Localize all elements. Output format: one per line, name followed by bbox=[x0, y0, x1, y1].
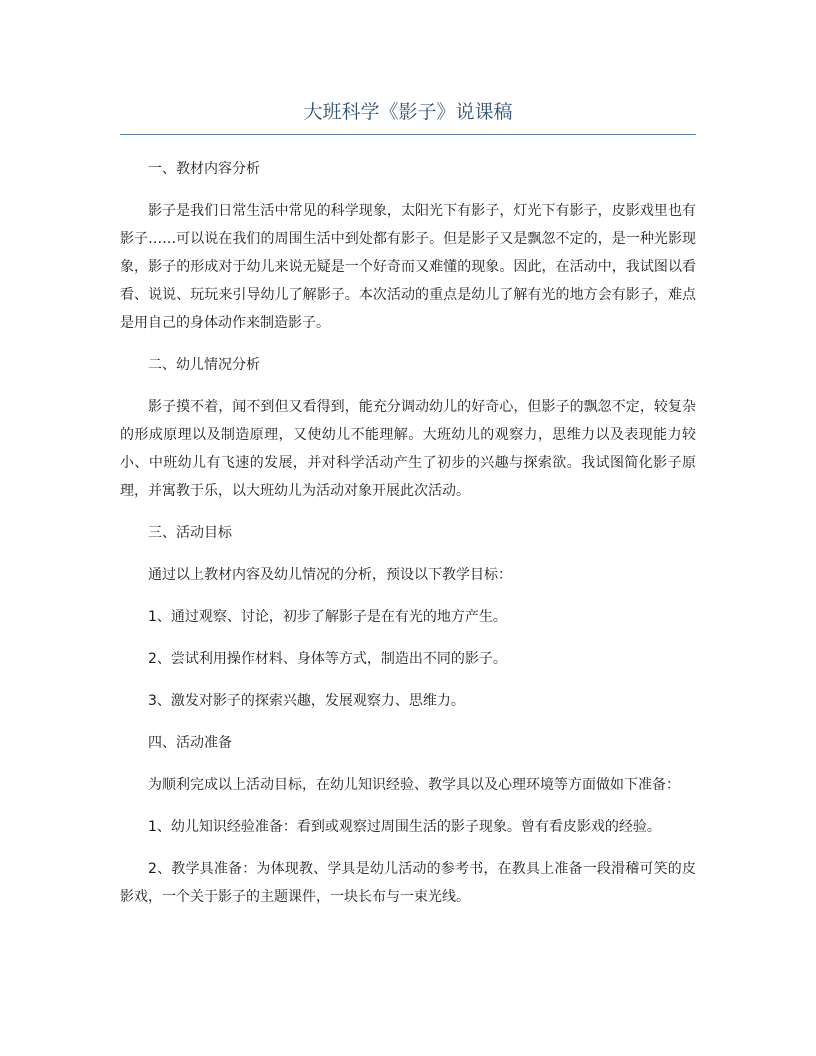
paragraph-preparation-intro: 为顺利完成以上活动目标，在幼儿知识经验、教学具以及心理环境等方面做如下准备： bbox=[148, 777, 680, 793]
title-divider bbox=[120, 134, 696, 135]
section-heading-activity-preparation: 四、活动准备 bbox=[148, 735, 232, 751]
document-body bbox=[120, 155, 696, 925]
paragraph-children-analysis: 影子摸不着，闻不到但又看得到，能充分调动幼儿的好奇心，但影子的飘忽不定，较复杂的形成原理以及制造原理，又使幼儿不能理解。大班幼儿的观察力，思维力以及表现能力较小、中班幼儿有飞速的发展，并对科学活动产生了初步的兴趣与探索欲。我试图简化影子原理，并寓教于乐，以大班幼儿为活动对象开展此次活动。 bbox=[120, 399, 696, 499]
section-heading-children-analysis: 二、幼儿情况分析 bbox=[148, 357, 260, 373]
paragraph-textbook-analysis: 影子是我们日常生活中常见的科学现象，太阳光下有影子，灯光下有影子，皮影戏里也有影子……可以说在我们的周围生活中到处都有影子。但是影子又是飘忽不定的，是一种光影现象，影子的形成对于幼儿来说无疑是一个好奇而又难懂的现象。因此，在活动中，我试图以看看、说说、玩玩来引导幼儿了解影子。本次活动的重点是幼儿了解有光的地方会有影子，难点是用自己的身体动作来制造影子。 bbox=[120, 203, 696, 331]
section-heading-activity-goals: 三、活动目标 bbox=[148, 525, 232, 541]
paragraph-goals-intro: 通过以上教材内容及幼儿情况的分析，预设以下教学目标： bbox=[148, 567, 512, 583]
goal-item-1: 1、通过观察、讨论，初步了解影子是在有光的地方产生。 bbox=[148, 609, 507, 625]
goal-item-2: 2、尝试利用操作材料、身体等方式，制造出不同的影子。 bbox=[148, 651, 507, 667]
preparation-item-2: 2、教学具准备：为体现教、学具是幼儿活动的参考书，在教具上准备一段滑稽可笑的皮影戏，一个关于影子的主题课件，一块长布与一束光线。 bbox=[120, 861, 696, 905]
section-heading-textbook-analysis: 一、教材内容分析 bbox=[148, 161, 260, 177]
preparation-item-1: 1、幼儿知识经验准备：看到或观察过周围生活的影子现象。曾有看皮影戏的经验。 bbox=[148, 819, 661, 835]
page-title: 大班科学《影子》说课稿 bbox=[303, 101, 513, 123]
goal-item-3: 3、激发对影子的探索兴趣，发展观察力、思维力。 bbox=[148, 693, 465, 709]
